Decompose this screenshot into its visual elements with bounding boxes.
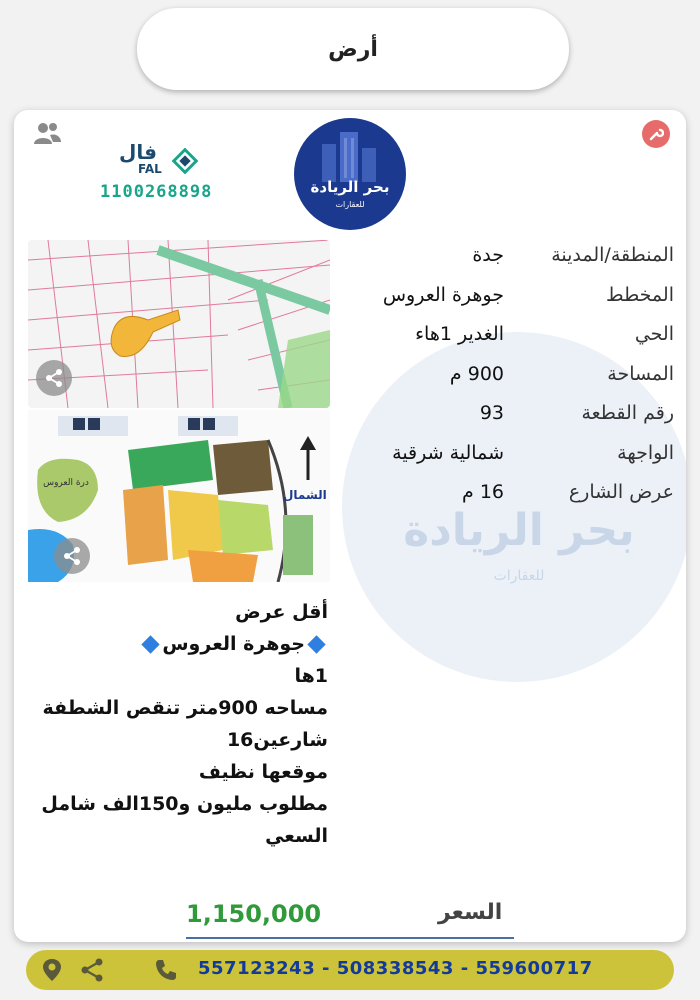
fal-logo-latin: FAL xyxy=(138,162,162,176)
brand-name: بحر الريادة xyxy=(310,178,390,196)
property-row-plan xyxy=(340,280,674,320)
property-row-district xyxy=(340,319,674,359)
share-button[interactable] xyxy=(36,360,72,396)
location-pin-icon[interactable] xyxy=(38,956,66,984)
property-row-plot-number xyxy=(340,398,674,438)
blue-diamond-icon xyxy=(142,635,160,653)
property-value: الغدير 1هاء xyxy=(415,323,504,345)
property-label: المنطقة/المدينة xyxy=(551,244,674,266)
property-label: عرض الشارع xyxy=(568,481,674,503)
property-row-city xyxy=(340,240,674,280)
share-icon[interactable] xyxy=(78,956,106,984)
description-line: شارعين16 xyxy=(226,729,328,751)
brand-subtitle: للعقارات xyxy=(335,200,365,209)
fal-logo-arabic: فال xyxy=(119,140,157,164)
property-label: المخطط xyxy=(606,283,674,306)
fal-license-number: 1100268898 xyxy=(100,182,213,202)
property-row-facade xyxy=(340,438,674,478)
description-line xyxy=(14,628,328,660)
wrench-icon[interactable] xyxy=(642,120,670,148)
property-label: المساحة xyxy=(607,362,674,385)
property-label: الواجهة xyxy=(617,441,674,464)
description-line: 1ها xyxy=(294,665,328,687)
map-grid-graphic xyxy=(28,240,330,408)
blue-diamond-icon xyxy=(307,635,325,653)
plot-map-image[interactable] xyxy=(28,240,330,408)
property-value: جدة xyxy=(472,244,504,266)
share-icon xyxy=(44,368,64,388)
description-line: السعي xyxy=(265,825,328,847)
description-line: مساحه 900متر تنقص الشطفة xyxy=(42,697,328,719)
property-details xyxy=(340,240,674,517)
listing-card[interactable] xyxy=(14,110,686,942)
share-button-2[interactable] xyxy=(54,538,90,574)
contact-bar xyxy=(26,950,674,990)
property-value: جوهرة العروس xyxy=(382,283,504,306)
property-value: 16 م xyxy=(462,481,504,503)
price-label: السعر xyxy=(438,900,503,925)
watermark-subtext: للعقارات xyxy=(493,568,545,584)
fal-diamond-icon xyxy=(172,148,198,174)
property-value: 93 xyxy=(479,402,504,424)
watermark-text: بحر الريادة xyxy=(403,505,635,556)
description-line: أقل عرض xyxy=(235,601,328,623)
price-divider xyxy=(186,937,514,939)
area-label: درة العروس xyxy=(43,478,89,488)
people-icon[interactable] xyxy=(32,120,62,146)
property-value: 900 م xyxy=(449,362,504,385)
description-line: موقعها نظيف xyxy=(198,761,328,783)
property-value: شمالية شرقية xyxy=(392,441,504,464)
property-label: رقم القطعة xyxy=(581,402,674,424)
share-icon xyxy=(62,546,82,566)
description-line: مطلوب مليون و150الف شامل xyxy=(41,793,328,815)
price-value: 1,150,000 xyxy=(186,900,322,928)
listing-description xyxy=(14,596,328,852)
buildings-icon xyxy=(312,130,388,182)
page-title: أرض xyxy=(137,8,569,90)
plan-map-image[interactable] xyxy=(28,410,330,582)
brand-logo xyxy=(294,118,406,230)
north-label: الشمال xyxy=(283,488,327,502)
contact-phones[interactable]: 557123243 - 508338543 - 559600717 xyxy=(198,958,593,979)
description-plan-name: جوهرة العروس xyxy=(162,633,305,655)
property-row-street-width xyxy=(340,477,674,517)
phone-icon[interactable] xyxy=(152,956,180,984)
property-label: الحي xyxy=(634,323,674,345)
property-row-area xyxy=(340,359,674,399)
